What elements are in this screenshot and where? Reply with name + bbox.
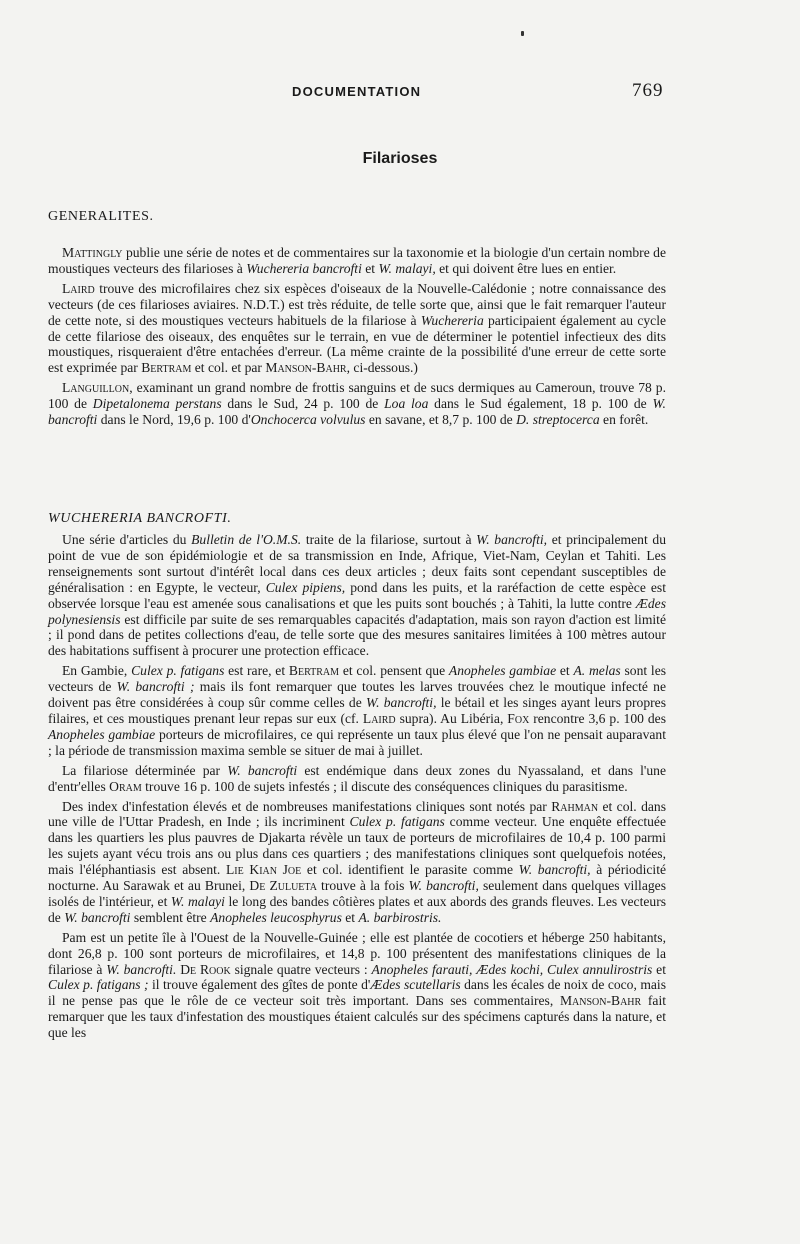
text-run: et col. dans une ville de l'Uttar Pradesh, en Inde ; ils incriminent bbox=[48, 798, 666, 830]
species-name: Bulletin de l'O.M.S. bbox=[191, 532, 302, 547]
section-title: Filarioses bbox=[362, 150, 438, 167]
species-name: W. bancrofti, bbox=[518, 862, 591, 878]
species-name: W. bancrofti, bbox=[408, 878, 479, 894]
text-run: supra). Au Libéria, bbox=[395, 710, 508, 726]
author-name: Mattingly bbox=[62, 245, 123, 260]
text-run: La filariose déterminée par bbox=[62, 762, 228, 778]
species-name: W. malayi bbox=[170, 893, 225, 909]
author-name: Bertram bbox=[288, 663, 340, 679]
paragraph bbox=[48, 663, 666, 758]
species-name: Onchocerca volvulus bbox=[250, 412, 366, 428]
species-name: Culex p. fatigans ; bbox=[48, 977, 149, 993]
heading-wuchereria: WUCHERERIA BANCROFTI. bbox=[48, 511, 232, 526]
text-run: porteurs de microfilaires, ce qui représente un taux plus élevé que l'on ne pensait auparavant ; la période de transmission maxima semble se situer de mai à juillet. bbox=[48, 726, 666, 758]
species-name: W. malayi, bbox=[378, 260, 436, 276]
text-run: et bbox=[652, 961, 666, 977]
paragraph bbox=[48, 930, 666, 1041]
paragraph bbox=[48, 763, 666, 795]
text-run: semblent être bbox=[130, 909, 211, 925]
generalites-body bbox=[48, 245, 666, 432]
text-run: En Gambie, bbox=[62, 663, 132, 679]
species-name: W. bancrofti ; bbox=[116, 679, 195, 695]
text-run: il trouve également des gîtes de ponte d' bbox=[148, 977, 371, 993]
species-name: Dipetalonema perstans bbox=[92, 396, 222, 412]
species-name: Loa loa bbox=[384, 396, 429, 412]
text-run: dans le Sud, 24 p. 100 de bbox=[221, 396, 385, 412]
author-name: Fox bbox=[507, 710, 530, 726]
text-run: et col. et par bbox=[191, 360, 266, 376]
species-name: W. bancrofti bbox=[64, 909, 131, 925]
wuchereria-body bbox=[48, 532, 666, 1045]
text-run: en savane, et 8,7 p. 100 de bbox=[365, 412, 517, 428]
species-name: A. barbirostris. bbox=[358, 909, 442, 925]
text-run: et principalement du point de vue de son épidémiologie et de sa transmission en Inde, Afrique, Viet-Nam, Ceylan et Tahiti. Les renseignements sont surtout d'intérêt local dans ces deux articles ; deux faits sont cependant susceptibles de généralisation : en Egypte, le vecteur, bbox=[48, 532, 667, 595]
species-name: D. streptocerca bbox=[516, 412, 600, 428]
species-name: Culex p. fatigans bbox=[349, 814, 445, 830]
species-name: Wuchereria bbox=[420, 312, 484, 328]
paragraph bbox=[48, 245, 666, 277]
species-name: Culex pipiens, bbox=[265, 579, 346, 595]
text-run: , ci-dessous.) bbox=[346, 360, 418, 376]
text-run: le long des bandes côtières plates et aux abords des grands fleuves. Les vecteurs de bbox=[48, 893, 667, 925]
text-run: dans les écales de noix de coco, mais il ne pense pas que le rôle de ce vecteur soit très important. Dans ses commentaires, bbox=[48, 977, 666, 1009]
text-run: et col. pensent que bbox=[339, 663, 449, 679]
print-speck bbox=[521, 31, 524, 36]
text-run: Pam est un petite île à l'Ouest de la Nouvelle-Guinée ; elle est plantée de cocotiers et héberge 250 habitants, dont 26,8 p. 100 sont porteurs de microfilaires, et 14,8 p. 100 présentent des manifestations cliniques de la filariose à bbox=[48, 929, 666, 977]
author-name: Laird bbox=[362, 710, 396, 726]
text-run: trouve à la fois bbox=[316, 878, 409, 894]
text-run: Une série d'articles du bbox=[62, 532, 192, 547]
text-run: fait remarquer que les taux d'infestation des moustiques étaient calculés sur des spécimens capturés dans la nature, et que les bbox=[48, 993, 667, 1041]
text-run: trouve 16 p. 100 de sujets infestés ; il discute des conséquences cliniques du parasitisme. bbox=[141, 778, 628, 794]
species-name: Ædes scutellaris bbox=[370, 977, 461, 993]
text-run: seulement dans quelques villages isolés de l'intérieur, et bbox=[48, 878, 666, 909]
text-run: participaient également au cycle de cette filariose des oiseaux, des enquêtes sur le terrain, en vue de déterminer le potentiel infectieux des dits moustiques, risqueraient d'être entachées d'erreur. (La même crainte de la possibilité d'une erreur de cette sorte est exprimée par bbox=[48, 312, 667, 376]
text-run: et bbox=[341, 909, 359, 925]
species-name: Culex p. fatigans bbox=[131, 663, 225, 679]
author-name: Bertram bbox=[141, 360, 192, 376]
species-name: W. bancrofti, bbox=[366, 695, 437, 711]
author-name: Oram bbox=[109, 778, 142, 794]
heading-generalites: GENERALITES. bbox=[48, 209, 154, 224]
text-run: comme vecteur. Une enquête effectuée dans les quartiers les plus pauvres de Djakarta révèle un taux de porteurs de microfilaires de 10,4 p. 100 parmi les sujets ayant vécu trois ans ou plus dans ces quartiers ; des manifestations cliniques sont quelquefois notées, mais l'éléphantiasis est absent. bbox=[48, 814, 667, 878]
text-run: trouve des microfilaires chez six espèces d'oiseaux de la Nouvelle-Calédonie ; notre connaissance des vecteurs (de ces filarioses aviaires. N.D.T.) est très réduite, de telle sorte que, ainsi que le fait remarquer l'auteur de cette note, si des moustiques vecteurs habituels de la filariose à bbox=[48, 280, 666, 328]
text-run: est rare, et bbox=[224, 663, 289, 679]
text-run: est difficile par suite de ses remarquables capacités d'adaptation, mais son rayon d'action est limité ; il pond dans de petites collections d'eau, de telle sorte que des mesures sanitaires limitées à 100 mètres autour des habitations suffisent à procurer une protection efficace. bbox=[48, 611, 666, 659]
species-name: W. bancrofti. bbox=[106, 961, 177, 977]
author-name: De Rook bbox=[180, 961, 231, 977]
text-run: , examinant un grand nombre de frottis sanguins et de sucs dermiques au Cameroun, trouve 78 p. 100 de bbox=[48, 380, 666, 412]
text-run: Des index d'infestation élevés et de nombreuses manifestations cliniques sont notés par bbox=[62, 798, 552, 814]
text-run: en forêt. bbox=[599, 412, 649, 428]
species-name: Ædes polynesiensis bbox=[48, 595, 666, 627]
text-run: traite de la filariose, surtout à bbox=[301, 532, 477, 547]
text-run: rencontre 3,6 p. 100 des bbox=[529, 710, 666, 726]
species-name: Anopheles leucosphyrus bbox=[210, 909, 342, 925]
author-name: Rahman bbox=[551, 798, 599, 814]
author-name: Lie Kian Joe bbox=[225, 862, 302, 878]
author-name: Laird bbox=[62, 280, 95, 296]
text-run: dans le Nord, 19,6 p. 100 d' bbox=[97, 412, 251, 428]
species-name: Anopheles gambiae bbox=[448, 663, 557, 679]
running-header: DOCUMENTATION bbox=[292, 84, 422, 99]
paragraph bbox=[48, 281, 666, 376]
species-name: W. bancrofti bbox=[227, 762, 298, 778]
text-run: le bétail et les singes ayant leurs propres filaires, et ces moustiques prenant leur repas sur eux (cf. bbox=[48, 695, 666, 726]
paragraph bbox=[48, 799, 666, 926]
author-name: Manson-Bahr bbox=[265, 360, 347, 376]
text-run: publie une série de notes et de commentaires sur la taxonomie et la biologie d'un certain nombre de moustiques vecteurs des filarioses à bbox=[48, 245, 666, 276]
text-run: et col. identifient le parasite comme bbox=[301, 862, 519, 878]
author-name: De Zulueta bbox=[249, 878, 317, 894]
page-number: 769 bbox=[632, 80, 664, 101]
species-name: W. bancrofti, bbox=[476, 532, 548, 547]
species-name: A. melas bbox=[573, 663, 621, 679]
text-run: signale quatre vecteurs : bbox=[230, 961, 372, 977]
text-run: et bbox=[361, 260, 379, 276]
species-name: Anopheles farauti, Ædes kochi, Culex annulirostris bbox=[371, 961, 653, 977]
species-name: Wuchereria bancrofti bbox=[246, 260, 362, 276]
text-run: sont les vecteurs de bbox=[48, 663, 667, 695]
text-run: et bbox=[556, 663, 574, 679]
author-name: Manson-Bahr bbox=[559, 993, 642, 1009]
text-run: à périodicité nocturne. Au Sarawak et au Brunei, bbox=[48, 862, 667, 894]
text-run: est endémique dans deux zones du Nyassaland, et dans l'une d'entr'elles bbox=[48, 762, 666, 794]
text-run: dans le Sud également, 18 p. 100 de bbox=[428, 396, 653, 412]
text-run: pond dans les puits, et la raréfaction de cette espèce est observée lorsque l'eau est amenée sous canalisations et que les puits sont bouchés ; à Tahiti, la lutte contre bbox=[48, 579, 666, 611]
species-name: W. bancrofti bbox=[48, 396, 666, 428]
paragraph bbox=[48, 532, 666, 659]
author-name: Languillon bbox=[62, 380, 130, 396]
text-run: et qui doivent être lues en entier. bbox=[435, 260, 617, 276]
paragraph bbox=[48, 380, 666, 428]
species-name: Anopheles gambiae bbox=[48, 726, 156, 742]
text-run: mais ils font remarquer que toutes les larves trouvées chez le moutique infecté ne doivent pas être considérées à coup sûr comme celles de bbox=[48, 679, 666, 711]
